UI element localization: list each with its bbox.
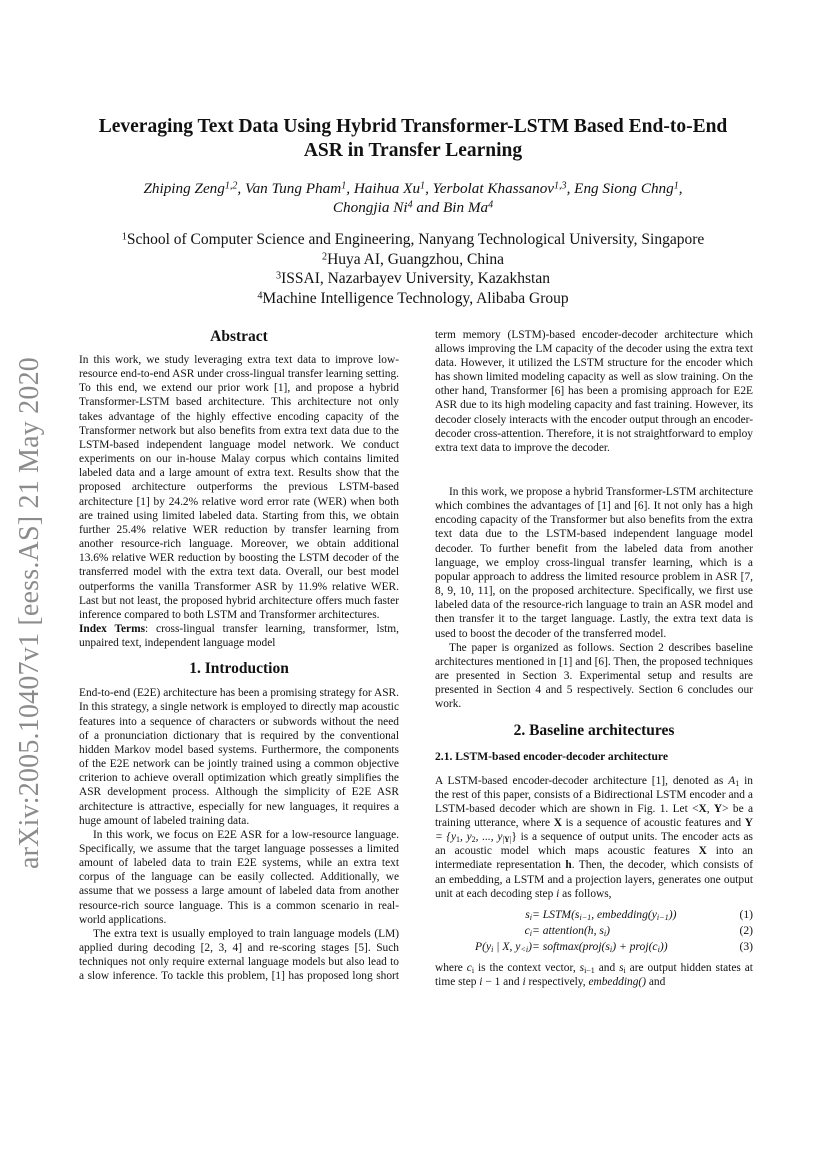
baseline-paragraph-1: A LSTM-based encoder-decoder architecture [1], denoted as $A_1$ in the rest of this paper, consists of a Bidirectional LSTM encoder and a LSTM-based decoder which are shown in Fig. 1. Let <X, Y> be a training utterance, where X is a sequence of acoustic features and $Y = \{y_1$, $y_2$, ..., $y_{|Y|}$} is a sequence of output units. The encoder acts as an acoustic model which maps acoustic features X into an intermediate representation h. Then, the decoder, which consists of an embedding, a LSTM and a projection layers, generates one output unit at each decoding step i as follows, — [435, 774, 754, 900]
author: Yerbolat Khassanov — [432, 180, 555, 197]
author: Zhiping Zeng — [143, 180, 225, 197]
intro-paragraph-2: In this work, we focus on E2E ASR for a low-resource language. Specifically, we assume that the target language possesses a limited amount of labeled data to train E2E systems, while an extra text corpus of the language can be easily collected. Additionally, we assume that we possess a large amount of labeled data from another resource-rich source language. This is a common scenario in real-world applications. — [79, 828, 399, 926]
author: Eng Siong Chng — [574, 180, 674, 197]
abstract-text: In this work, we study leveraging extra text data to improve low-resource end-to-end ASR under cross-lingual transfer learning setting. To this end, we extend our prior work [1], and propose a hybrid Transformer-LSTM based architecture. This architecture not only takes advantage of the highly effective encoding capacity of the Transformer network but also benefits from extra text data due to the LSTM-based independent language model network. We conduct experiments on our in-house Malay corpus which contains limited labeled data and a large amount of extra text. Results show that the proposed architecture outperforms the previous LSTM-based architecture [1] by 24.2% relative word error rate (WER) when both are trained using limited labeled data. Starting from this, we obtain further 25.4% relative WER reduction by transfer learning from another resource-rich language. Moreover, we obtain additional 13.6% relative WER reduction by boosting the LSTM decoder of the transferred model with the extra text data. Overall, our best model outperforms the vanilla Transformer ASR by 11.9% relative WER. Last but not least, the proposed hybrid architecture offers much faster inference compared to both LSTM and Transformer architectures. — [79, 354, 399, 621]
affiliation: $^3$ISSAI, Nazarbayev University, Kazakhstan — [276, 270, 550, 287]
intro-paragraph-3: The extra text is usually employed to train language models (LM) applied during decoding [2, 3, 4] and re-scoring stages [5]. Such techniques not only require external language models but also lead to a slow inference. To tackle this problem, [1] has proposed long short — [79, 927, 399, 983]
intro-paragraph-3-continued: term memory (LSTM)-based encoder-decoder architecture which allows improving the LM capacity of the decoder using the extra text data. However, it utilized the LSTM structure for the encoder which has shown limited modeling capacity as well as slow training. On the other hand, Transformer [6] has been a promising approach for E2E ASR due to its high modeling capacity and fast training. However, its decoder closely interacts with the encoder output through an encoder-decoder cross-attention. Therefore, it is not straightforward to employ extra text data to improve the decoder. — [435, 328, 753, 454]
author: Chongjia Ni — [332, 199, 408, 216]
baseline-paragraph-2: where $c_i$ is the context vector, $s_{i-1}$ and $s_i$ are output hidden states at time step i − 1 and i respectively, embedding() and — [435, 961, 753, 989]
baseline-heading: 2. Baseline architectures — [513, 721, 675, 739]
author-list: Zhiping Zeng$^{1,2}$, Van Tung Pham$^1$, Haihua Xu$^1$, Yerbolat Khassanov$^{1,3}$, Eng Siong Chng$^1$, Chongjia Ni$^4$ and Bin Ma$^4$ — [143, 180, 683, 216]
affiliation: $^4$Machine Intelligence Technology, Alibaba Group — [257, 289, 569, 307]
equation-3: $P(y_i$ | X, $y_{<i}$) = $softmax(proj(s_i)$ + $proj(c_i)$) (3) — [475, 939, 753, 954]
title-line-1: Leveraging Text Data Using Hybrid Transformer-LSTM Based End-to-End — [98, 116, 728, 137]
title-line-2: ASR in Transfer Learning — [303, 140, 523, 161]
author: Bin Ma — [442, 199, 489, 216]
intro-paragraph-1: End-to-end (E2E) architecture has been a promising strategy for ASR. In this strategy, a single network is employed to directly map acoustic features into a sequence of characters or subwords without the need of a pronunciation dictionary that is required by the conventional hidden Markov model based systems. Furthermore, the components of the E2E network can be jointly trained using a common objective criterion to achieve overall optimization which greatly simplifies the ASR development process. Although the simplicity of E2E ASR architecture is attractive, especially for new languages, it requires a huge amount of labeled training data. — [79, 687, 399, 827]
affiliation: $^1$School of Computer Science and Engineering, Nanyang Technological University, Singapore — [121, 231, 705, 248]
equation-2: $c_i$ = attention(h, $s_i$) (2) — [524, 923, 753, 938]
left-column — [79, 328, 399, 984]
intro-paragraph-5: The paper is organized as follows. Section 2 describes baseline architectures mentioned in [1] and [6]. Then, the proposed techniques are presented in Section 3. Experimental setup and results are presented in Section 4 and 5 respectively. Section 6 concludes our work. — [435, 641, 753, 711]
abstract-heading: Abstract — [210, 328, 268, 345]
affiliations — [60, 230, 766, 308]
lstm-subheading: 2.1. LSTM-based encoder-decoder architecture — [435, 749, 669, 763]
right-column — [435, 328, 753, 989]
author: Haihua Xu — [353, 180, 421, 197]
introduction-heading: 1. Introduction — [189, 660, 289, 678]
index-terms: Index Terms: cross-lingual transfer learning, transformer, lstm, unpaired text, independent language model — [79, 622, 399, 650]
intro-paragraph-4: In this work, we propose a hybrid Transformer-LSTM architecture which combines the advantages of [1] and [6]. It not only has a high encoding capacity of the Transformer but also benefits from the extra text data due to the LSTM-based independent language model decoder. To further benefit from the labeled data from another language, we employ cross-lingual transfer learning, which is a popular approach to address the limited resource problem in ASR [7, 8, 9, 10, 11], on the proposed architecture. Specifically, we first use labeled data of the resource-rich language to train an ASR model and then transfer it to the target language. Lastly, the extra text data is used to boost the decoder of the transferred model. — [435, 486, 753, 640]
arxiv-stamp: arXiv:2005.10407v1 [eess.AS] 21 May 2020 — [14, 357, 45, 869]
affiliation: $^2$Huya AI, Guangzhou, China — [321, 250, 505, 268]
equation-1: $s_i$ = $LSTM(s_{i-1}$, $embedding(y_{i-1})$) (1) — [525, 907, 753, 922]
paper-title — [60, 115, 766, 163]
author: Van Tung Pham — [245, 180, 342, 197]
